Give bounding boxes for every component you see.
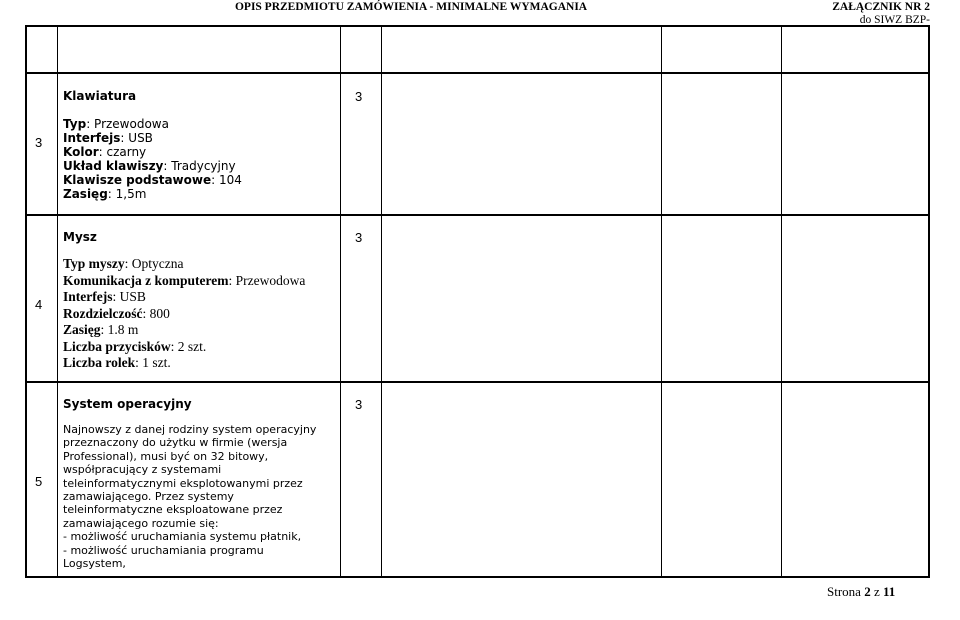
item-title: Klawiatura	[63, 89, 137, 103]
column-divider	[661, 27, 662, 576]
page-header	[235, 1, 930, 27]
header-title: OPIS PRZEDMIOTU ZAMÓWIENIA - MINIMALNE WYMAGANIA	[234, 1, 587, 13]
row-description: System operacyjny Najnowszy z danej rodziny system operacyjny przeznaczony do użytku w firmie (wersja Professional), musi być on 32 bitowy, współpracujący z systemami teleinformatycznymi eksplotowanymi przez zamawiającego. Przez systemy teleinformatyczne eksploatowane przez zamawiającego rozumie się: - możliwość uruchamiania systemu płatnik, - możliwość uruchamiania programu Logsystem,	[63, 397, 317, 571]
row-divider	[27, 381, 928, 383]
quantity: 3	[355, 89, 363, 104]
quantity: 3	[355, 230, 363, 245]
spec-table	[25, 25, 930, 578]
row-description: Mysz Typ myszy: Optyczna Komunikacja z komputerem: Przewodowa Interfejs: USB Rozdzielczość: 800 Zasięg: 1.8 m Liczba przycisków: 2 szt. Liczba rolek: 1 szt.	[63, 230, 306, 370]
page-number: 2	[864, 584, 871, 599]
item-title: Mysz	[63, 230, 97, 244]
page-footer: Strona 2 z 11	[827, 584, 896, 599]
row-divider	[27, 214, 928, 216]
column-divider	[57, 27, 58, 576]
row-description: Klawiatura Typ: Przewodowa Interfejs: USB Kolor: czarny Układ klawiszy: Tradycyjny Klawisze podstawowe: 104 Zasięg: 1,5m	[63, 89, 242, 201]
header-reference: do SIWZ BZP-	[859, 14, 930, 26]
column-divider	[781, 27, 782, 576]
quantity: 3	[355, 397, 363, 412]
column-divider	[340, 27, 341, 576]
header-attachment: ZAŁĄCZNIK NR 2	[832, 1, 930, 13]
row-number: 3	[35, 135, 43, 150]
row-number: 5	[35, 474, 43, 489]
column-divider	[381, 27, 382, 576]
row-number: 4	[35, 297, 43, 312]
row-divider	[27, 72, 928, 74]
item-title: System operacyjny	[63, 397, 192, 411]
page-total: 11	[882, 584, 896, 599]
